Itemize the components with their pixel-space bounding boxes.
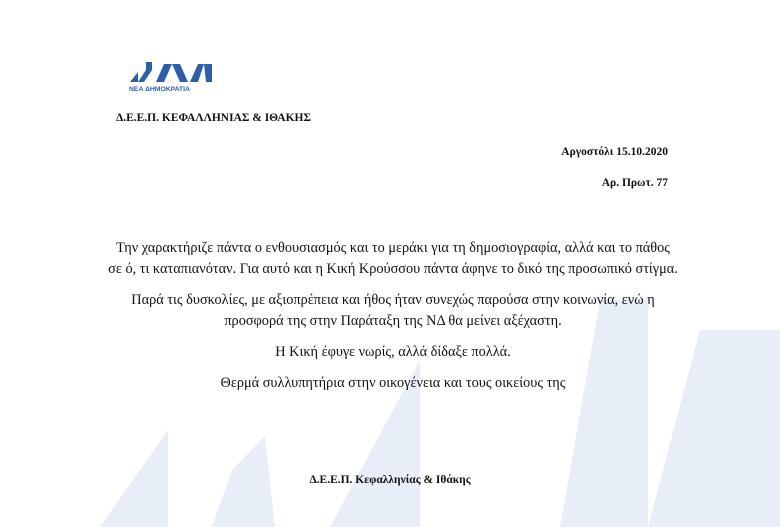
signature: Δ.Ε.Ε.Π. Κεφαλληνίας & Ιθάκης: [309, 474, 471, 486]
paragraph: Την χαρακτήριζε πάντα ο ενθουσιασμός και το μεράκι για τη δημοσιογραφία, αλλά και το πάθος σε ό, τι καταπιανόταν. Για αυτό και η Κική Κρούσσου πάντα άφηνε το δικό της προσωπικό στίγμα.: [108, 240, 678, 277]
paragraph: Παρά τις δυσκολίες, με αξιοπρέπεια και ήθος ήταν συνεχώς παρούσα στην κοινωνία, ενώ η προσφορά της στην Παράταξη της ΝΔ θα μείνει αξέχαστη.: [131, 292, 655, 329]
date-line: Αργοστόλι 15.10.2020: [561, 146, 668, 158]
body-text: [108, 238, 678, 404]
protocol-number: Αρ. Πρωτ. 77: [601, 177, 668, 189]
organization-header: Δ.Ε.Ε.Π. ΚΕΦΑΛΛΗΝΙΑΣ & ΙΘΑΚΗΣ: [116, 112, 311, 124]
nd-logo: [128, 60, 218, 94]
paragraph: Θερμά συλλυπητήρια στην οικογένεια και τους οικείους της: [220, 375, 566, 391]
paragraph: Η Κική έφυγε νωρίς, αλλά δίδαξε πολλά.: [275, 344, 511, 360]
logo-tagline: ΝΕΑ ΔΗΜΟΚΡΑΤΙΑ: [129, 86, 190, 93]
